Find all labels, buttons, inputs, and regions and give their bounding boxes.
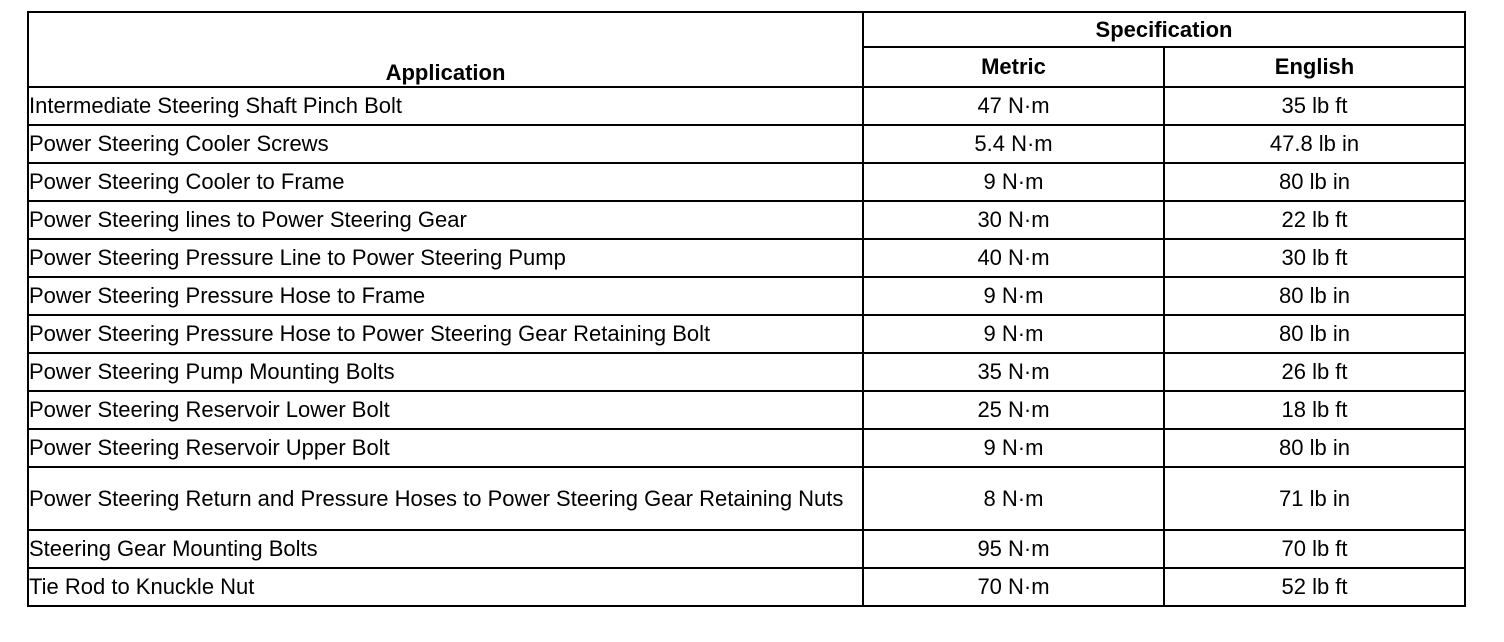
metric-cell: 35 N·m — [863, 353, 1164, 391]
application-cell: Steering Gear Mounting Bolts — [28, 530, 863, 568]
application-cell: Power Steering Pump Mounting Bolts — [28, 353, 863, 391]
torque-specification-table — [27, 11, 1466, 607]
metric-cell: 9 N·m — [863, 429, 1164, 467]
table-row — [28, 391, 1465, 429]
metric-cell: 70 N·m — [863, 568, 1164, 606]
english-cell: 18 lb ft — [1164, 391, 1465, 429]
table-row — [28, 353, 1465, 391]
application-cell: Power Steering Reservoir Upper Bolt — [28, 429, 863, 467]
metric-cell: 30 N·m — [863, 201, 1164, 239]
english-cell: 47.8 lb in — [1164, 125, 1465, 163]
table-row — [28, 239, 1465, 277]
metric-cell: 47 N·m — [863, 87, 1164, 125]
english-cell: 22 lb ft — [1164, 201, 1465, 239]
application-cell: Intermediate Steering Shaft Pinch Bolt — [28, 87, 863, 125]
table-row — [28, 467, 1465, 530]
english-cell: 26 lb ft — [1164, 353, 1465, 391]
table-row — [28, 277, 1465, 315]
english-header: English — [1164, 47, 1465, 87]
metric-cell: 9 N·m — [863, 163, 1164, 201]
english-cell: 52 lb ft — [1164, 568, 1465, 606]
metric-cell: 95 N·m — [863, 530, 1164, 568]
application-cell: Power Steering Cooler to Frame — [28, 163, 863, 201]
application-cell: Power Steering Return and Pressure Hoses to Power Steering Gear Retaining Nuts — [28, 467, 863, 530]
table-row — [28, 163, 1465, 201]
application-cell: Power Steering Pressure Hose to Frame — [28, 277, 863, 315]
application-cell: Power Steering Reservoir Lower Bolt — [28, 391, 863, 429]
header-row-top — [28, 12, 1465, 47]
application-header: Application — [28, 12, 863, 87]
application-cell: Power Steering Pressure Hose to Power Steering Gear Retaining Bolt — [28, 315, 863, 353]
english-cell: 80 lb in — [1164, 429, 1465, 467]
metric-cell: 25 N·m — [863, 391, 1164, 429]
metric-cell: 40 N·m — [863, 239, 1164, 277]
application-cell: Tie Rod to Knuckle Nut — [28, 568, 863, 606]
table-row — [28, 429, 1465, 467]
english-cell: 80 lb in — [1164, 315, 1465, 353]
english-cell: 35 lb ft — [1164, 87, 1465, 125]
table-row — [28, 87, 1465, 125]
table-row — [28, 568, 1465, 606]
english-cell: 80 lb in — [1164, 277, 1465, 315]
english-cell: 30 lb ft — [1164, 239, 1465, 277]
table-row — [28, 125, 1465, 163]
metric-header: Metric — [863, 47, 1164, 87]
application-cell: Power Steering Pressure Line to Power Steering Pump — [28, 239, 863, 277]
specification-header: Specification — [863, 12, 1465, 47]
english-cell: 71 lb in — [1164, 467, 1465, 530]
table-row — [28, 530, 1465, 568]
table-row — [28, 315, 1465, 353]
english-cell: 80 lb in — [1164, 163, 1465, 201]
english-cell: 70 lb ft — [1164, 530, 1465, 568]
application-cell: Power Steering Cooler Screws — [28, 125, 863, 163]
table-row — [28, 201, 1465, 239]
metric-cell: 8 N·m — [863, 467, 1164, 530]
metric-cell: 5.4 N·m — [863, 125, 1164, 163]
metric-cell: 9 N·m — [863, 315, 1164, 353]
metric-cell: 9 N·m — [863, 277, 1164, 315]
application-cell: Power Steering lines to Power Steering Gear — [28, 201, 863, 239]
